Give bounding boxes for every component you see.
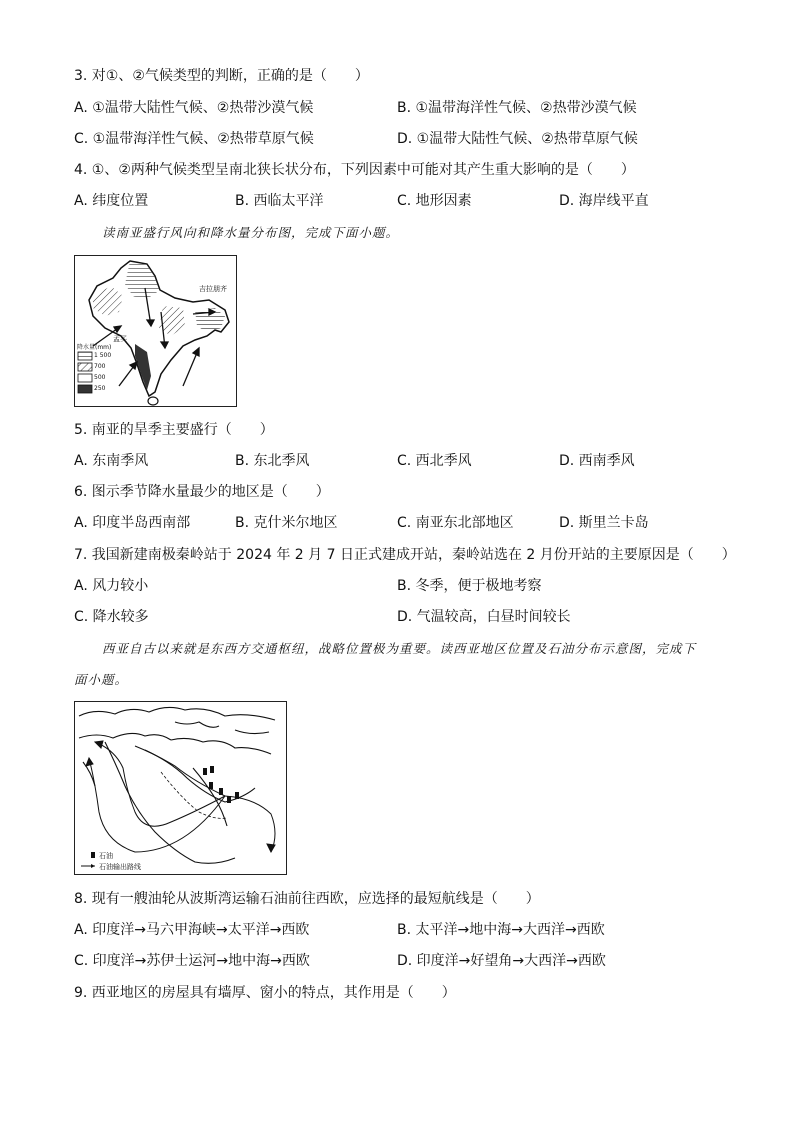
question-6-option-d[interactable]: D. 斯里兰卡岛 [559,515,649,531]
question-8-stem: 8. 现有一艘油轮从波斯湾运输石油前往西欧，应选择的最短航线是（ ） [74,891,540,907]
question-5-stem: 5. 南亚的旱季主要盛行（ ） [74,422,274,438]
question-5-option-d[interactable]: D. 西南季风 [559,453,635,469]
question-7-option-d[interactable]: D. 气温较高，白昼时间较长 [397,609,571,625]
question-8-option-d[interactable]: D. 印度洋→好望角→大西洋→西欧 [397,953,606,969]
legend-value-700: 700 [94,363,106,370]
south-asia-map [74,255,237,407]
question-6-option-c[interactable]: C. 南亚东北部地区 [397,515,514,531]
question-4-stem: 4. ①、②两种气候类型呈南北狭长状分布，下列因素中可能对其产生重大影响的是（ ） [74,162,635,178]
legend-title: 降水量(mm) [77,344,112,351]
question-4-option-a[interactable]: A. 纬度位置 [74,193,149,209]
question-4-option-c[interactable]: C. 地形因素 [397,193,472,209]
question-7-stem: 7. 我国新建南极秦岭站于 2024 年 2 月 7 日正式建成开站，秦岭站选在 2 月份开站的主要原因是（ ） [74,547,736,563]
legend-value-250: 250 [94,385,106,392]
legend-value-500: 500 [94,374,106,381]
legend-value-1500: 1 500 [94,352,112,359]
question-3-option-b[interactable]: B. ①温带海洋性气候、②热带沙漠气候 [397,100,637,116]
legend-route-label: 石油输出路线 [99,863,141,871]
question-5-option-c[interactable]: C. 西北季风 [397,453,472,469]
question-6-option-a[interactable]: A. 印度半岛西南部 [74,515,191,531]
intro-south-asia: 读南亚盛行风向和降水量分布图，完成下面小题。 [102,225,400,240]
question-4-option-d[interactable]: D. 海岸线平直 [559,193,649,209]
question-6-option-b[interactable]: B. 克什米尔地区 [235,515,338,531]
question-5-option-b[interactable]: B. 东北季风 [235,453,310,469]
intro-west-asia-line1: 西亚自古以来就是东西方交通枢纽，战略位置极为重要。读西亚地区位置及石油分布示意图，完成下 [102,641,697,656]
question-8-option-b[interactable]: B. 太平洋→地中海→大西洋→西欧 [397,922,605,938]
question-7-option-b[interactable]: B. 冬季，便于极地考察 [397,578,542,594]
west-asia-map [74,701,287,875]
question-3-option-d[interactable]: D. ①温带大陆性气候、②热带草原气候 [397,131,638,147]
question-8-option-a[interactable]: A. 印度洋→马六甲海峡→太平洋→西欧 [74,922,310,938]
question-6-stem: 6. 图示季节降水量最少的地区是（ ） [74,484,330,500]
south-asia-map-drawing [75,256,236,406]
legend-oil-label: 石油 [99,852,113,860]
question-7-option-a[interactable]: A. 风力较小 [74,578,149,594]
question-5-option-a[interactable]: A. 东南季风 [74,453,149,469]
city-label-mumbai: 孟买 [113,335,127,343]
west-asia-map-drawing [75,702,286,874]
question-7-option-c[interactable]: C. 降水较多 [74,609,149,625]
question-8-option-c[interactable]: C. 印度洋→苏伊士运河→地中海→西欧 [74,953,310,969]
question-3-stem: 3. 对①、②气候类型的判断，正确的是（ ） [74,68,369,84]
intro-west-asia-line2: 面小题。 [74,672,129,687]
question-3-option-a[interactable]: A. ①温带大陆性气候、②热带沙漠气候 [74,100,314,116]
question-4-option-b[interactable]: B. 西临太平洋 [235,193,324,209]
city-label-cherrapunji: 吉拉朋齐 [199,285,227,293]
question-9-stem: 9. 西亚地区的房屋具有墙厚、窗小的特点，其作用是（ ） [74,985,456,1001]
question-3-option-c[interactable]: C. ①温带海洋性气候、②热带草原气候 [74,131,314,147]
